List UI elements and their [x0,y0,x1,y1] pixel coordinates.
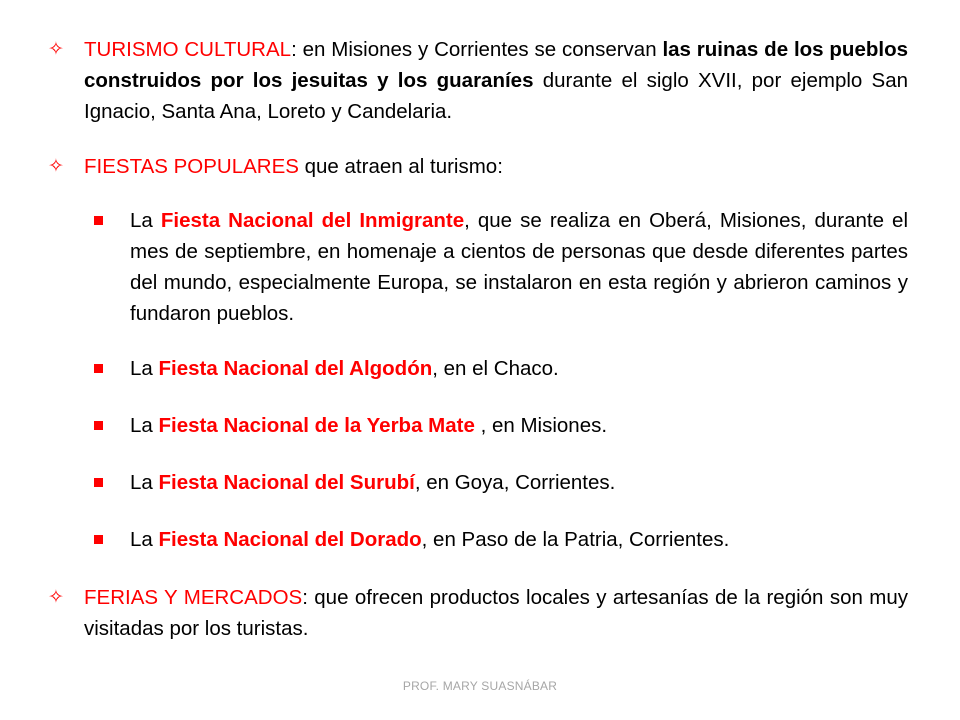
subitem-prefix: La [130,414,159,437]
fiesta-name: Fiesta Nacional del Inmigrante [160,209,465,232]
ferias-mercados-heading: FERIAS Y MERCADOS [84,586,303,609]
fiestas-populares-heading: FIESTAS POPULARES [84,155,299,178]
turismo-cultural-heading: TURISMO CULTURAL [84,38,292,61]
subitem-fiesta-inmigrante [130,205,908,329]
fiesta-name: Fiesta Nacional de la Yerba Mate [158,414,475,437]
star-bullet-icon: ✧ [48,156,64,177]
turismo-cultural-text-end: durante el siglo XVII, por ejemplo San Ignacio, Santa Ana, Loreto y Candelaria. [84,69,908,123]
ferias-mercados-text: : que ofrecen productos locales y artesanías de la región son muy visitadas por los turistas. [84,586,909,640]
fiestas-populares-text: que atraen al turismo: [298,155,503,178]
turismo-cultural-text: : en Misiones y Corrientes se conservan [291,38,663,61]
subitem-fiesta-algodon [130,353,908,384]
turismo-cultural-bold-text: las ruinas de los pueblos construidos por los jesuitas y los guaraníes [84,38,908,92]
square-bullet-icon [94,216,103,225]
subitem-suffix: , en el Chaco. [432,357,559,380]
subitem-suffix: , que se realiza en Oberá, Misiones, durante el mes de septiembre, en homenaje a cientos de personas que desde diferentes partes del mundo, especialmente Europa, se instalaron en esta región y abrieron caminos y fundaron pueblos. [130,209,909,325]
subitem-prefix: La [130,357,159,380]
square-bullet-icon [94,364,103,373]
bullet-ferias-mercados [48,582,909,644]
subitem-prefix: La [130,209,161,232]
fiesta-name: Fiesta Nacional del Algodón [158,357,433,380]
fiesta-name: Fiesta Nacional del Surubí [158,471,415,494]
bullet-turismo-cultural [48,34,908,127]
subitem-suffix: , en Paso de la Patria, Corrientes. [421,528,730,551]
bullet-fiestas-populares [48,151,908,182]
subitem-fiesta-surubi [130,467,908,498]
subitem-prefix: La [130,528,159,551]
square-bullet-icon [94,535,103,544]
subitem-fiesta-dorado [130,524,908,555]
footer-author: PROF. MARY SUASNÁBAR [402,679,558,693]
star-bullet-icon: ✧ [48,39,64,60]
subitem-prefix: La [130,471,159,494]
fiesta-name: Fiesta Nacional del Dorado [158,528,422,551]
subitem-suffix: , en Misiones. [474,414,608,437]
subitem-suffix: , en Goya, Corrientes. [414,471,616,494]
square-bullet-icon [94,478,103,487]
subitem-fiesta-yerba-mate [130,410,908,441]
star-bullet-icon: ✧ [48,587,64,608]
square-bullet-icon [94,421,103,430]
